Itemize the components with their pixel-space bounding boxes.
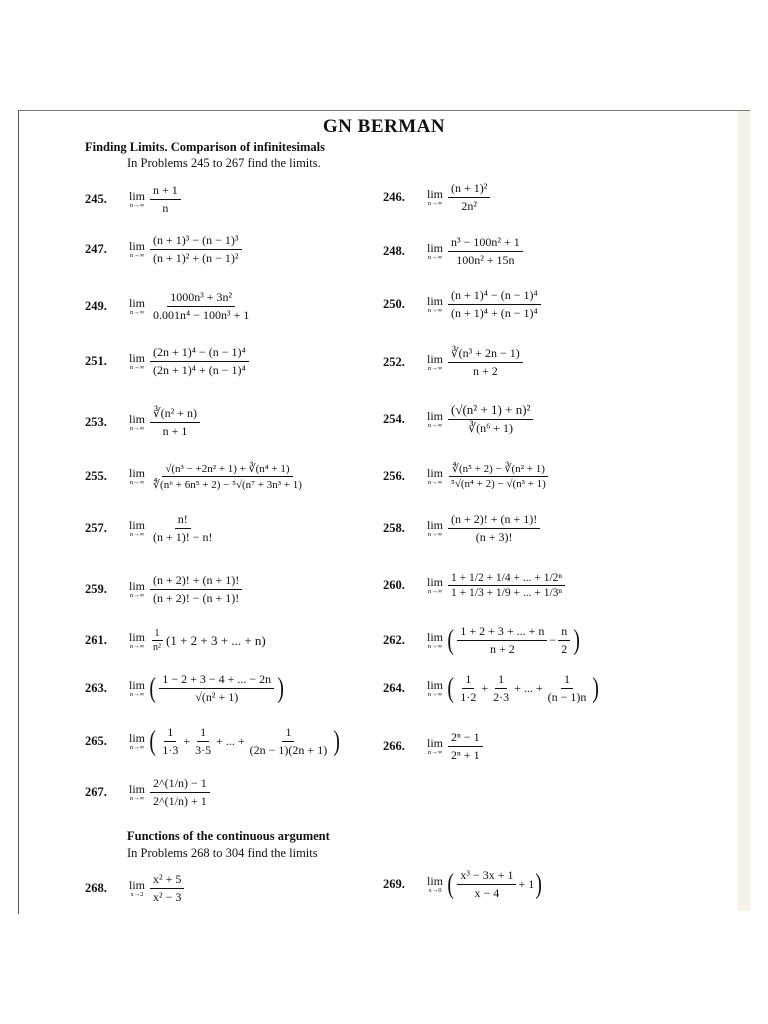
problem-number: 262. bbox=[383, 633, 405, 647]
denominator: 1 + 1/3 + 1/9 + ... + 1/3ⁿ bbox=[451, 587, 563, 599]
denominator: (n + 3)! bbox=[475, 530, 513, 544]
left-paren: ( bbox=[149, 725, 156, 757]
denominator: n bbox=[162, 201, 169, 215]
left-paren: ( bbox=[447, 672, 454, 704]
problem-number: 253. bbox=[85, 415, 107, 429]
denominator: n + 1 bbox=[162, 424, 188, 438]
numerator: x² + 5 bbox=[150, 872, 184, 889]
problem-269 bbox=[383, 868, 544, 901]
lim-word: lim bbox=[129, 731, 146, 745]
numerator: (√(n² + 1) + n)² bbox=[448, 402, 533, 420]
lim-word: lim bbox=[427, 575, 444, 589]
page-top-border bbox=[18, 110, 750, 111]
lim-word: lim bbox=[129, 878, 146, 892]
denominator: 2 bbox=[561, 642, 568, 656]
lim-subscript: n→∞ bbox=[129, 202, 145, 209]
problem-number: 245. bbox=[85, 192, 107, 206]
lim-word: lim bbox=[427, 187, 444, 201]
lim-subscript: n→∞ bbox=[129, 643, 145, 650]
lim-subscript: n→∞ bbox=[427, 200, 443, 207]
lim-subscript: n→∞ bbox=[427, 254, 443, 261]
lim-subscript: n→∞ bbox=[129, 744, 145, 751]
lim-word: lim bbox=[427, 518, 444, 532]
right-paren: ) bbox=[535, 868, 543, 900]
problem-248 bbox=[383, 235, 525, 268]
numerator: n + 1 bbox=[150, 183, 181, 200]
problem-265 bbox=[85, 725, 342, 758]
left-paren: ( bbox=[447, 624, 454, 656]
right-paren: ) bbox=[573, 624, 581, 656]
lim-subscript: n→∞ bbox=[427, 307, 443, 314]
ellipsis: + ... + bbox=[514, 681, 543, 695]
lim-word: lim bbox=[427, 408, 444, 423]
problem-number: 257. bbox=[85, 521, 107, 535]
problem-number: 267. bbox=[85, 785, 107, 799]
left-paren: ( bbox=[149, 672, 156, 704]
plus-one: + 1 bbox=[518, 877, 535, 891]
problem-number: 248. bbox=[383, 244, 405, 258]
problem-251 bbox=[85, 345, 251, 378]
problem-268 bbox=[85, 872, 186, 905]
plus-sign: + bbox=[183, 734, 191, 748]
lim-word: lim bbox=[427, 465, 444, 480]
denominator: ∛(n⁶ + 1) bbox=[468, 421, 514, 435]
problem-264 bbox=[383, 672, 601, 705]
lim-subscript: n→∞ bbox=[129, 592, 145, 599]
problem-number: 251. bbox=[85, 354, 107, 368]
numerator: 1 + 1/2 + 1/4 + ... + 1/2ⁿ bbox=[448, 572, 565, 586]
numerator: ∛(n³ + 2n − 1) bbox=[448, 346, 523, 363]
problem-260 bbox=[383, 572, 567, 599]
problem-250 bbox=[383, 288, 543, 321]
problem-number: 254. bbox=[383, 411, 405, 426]
section-heading-continuous: Functions of the continuous argument bbox=[127, 829, 330, 843]
problem-number: 252. bbox=[383, 355, 405, 369]
problem-261 bbox=[85, 628, 266, 653]
problem-number: 260. bbox=[383, 578, 405, 592]
section-intro-limits: In Problems 245 to 267 find the limits. bbox=[127, 156, 321, 170]
problem-266 bbox=[383, 730, 485, 763]
plus-sign: + bbox=[481, 681, 489, 695]
lim-subscript: x→0 bbox=[428, 887, 442, 894]
numerator: (n + 1)³ − (n − 1)³ bbox=[150, 233, 241, 250]
problem-number: 256. bbox=[383, 468, 405, 483]
numerator: n bbox=[558, 624, 570, 641]
lim-subscript: n→∞ bbox=[129, 364, 145, 371]
lim-subscript: n→∞ bbox=[129, 795, 145, 802]
prefactor-denominator: n² bbox=[153, 642, 162, 653]
page-left-border bbox=[18, 110, 19, 914]
numerator: n! bbox=[175, 512, 191, 529]
right-paren: ) bbox=[333, 725, 341, 757]
problem-number: 263. bbox=[85, 681, 107, 695]
numerator: 1 bbox=[561, 672, 573, 689]
problem-263 bbox=[85, 672, 286, 705]
page-edge-strip bbox=[738, 111, 750, 911]
denominator: 100n² + 15n bbox=[456, 253, 515, 267]
lim-word: lim bbox=[427, 736, 444, 750]
problem-number: 246. bbox=[383, 190, 405, 204]
numerator: 1 − 2 + 3 − 4 + ... − 2n bbox=[159, 672, 274, 689]
problem-259 bbox=[85, 573, 244, 606]
lim-subscript: n→∞ bbox=[427, 421, 443, 429]
denominator: (n + 1)⁴ + (n − 1)⁴ bbox=[451, 306, 538, 320]
lim-subscript: n→∞ bbox=[427, 531, 443, 538]
denominator: (n + 2)! − (n + 1)! bbox=[153, 591, 240, 605]
lim-word: lim bbox=[129, 189, 146, 203]
denominator: 2·3 bbox=[493, 690, 510, 704]
problem-number: 258. bbox=[383, 521, 405, 535]
problem-number: 255. bbox=[85, 469, 107, 483]
problem-number: 264. bbox=[383, 681, 405, 695]
section-intro-continuous: In Problems 268 to 304 find the limits bbox=[127, 846, 318, 860]
denominator: 2n² bbox=[461, 199, 477, 213]
numerator: (n + 2)! + (n + 1)! bbox=[150, 573, 242, 590]
denominator: ∜(n⁶ + 6n⁵ + 2) − ⁵√(n⁷ + 3n³ + 1) bbox=[153, 479, 302, 491]
problem-246 bbox=[383, 181, 492, 214]
problem-249 bbox=[85, 290, 254, 323]
problem-257 bbox=[85, 512, 218, 545]
problem-number: 261. bbox=[85, 633, 107, 647]
lim-subscript: n→∞ bbox=[129, 425, 145, 432]
lim-word: lim bbox=[129, 351, 146, 365]
lim-word: lim bbox=[129, 518, 146, 532]
numerator: ∜(n⁵ + 2) − ∛(n² + 1) bbox=[449, 462, 548, 477]
lim-subscript: n→∞ bbox=[129, 252, 145, 259]
denominator: (2n − 1)(2n + 1) bbox=[249, 743, 328, 757]
problem-267 bbox=[85, 776, 212, 809]
problem-258 bbox=[383, 512, 542, 545]
denominator: √(n² + 1) bbox=[195, 690, 239, 704]
problem-247 bbox=[85, 233, 244, 266]
lim-subscript: n→∞ bbox=[129, 309, 145, 316]
right-paren: ) bbox=[592, 672, 600, 704]
numerator: ∛(n² + n) bbox=[150, 406, 200, 423]
denominator: 0.001n⁴ − 100n³ + 1 bbox=[153, 308, 250, 322]
denominator: ⁵√(n⁴ + 2) − √(n³ + 1) bbox=[451, 478, 546, 490]
denominator: 3·5 bbox=[195, 743, 212, 757]
left-paren: ( bbox=[447, 868, 454, 900]
lim-word: lim bbox=[129, 579, 146, 593]
lim-word: lim bbox=[129, 239, 146, 253]
lim-word: lim bbox=[129, 678, 146, 692]
lim-word: lim bbox=[129, 412, 146, 426]
lim-subscript: n→∞ bbox=[427, 478, 443, 486]
numerator: 1 bbox=[164, 725, 176, 742]
problem-262 bbox=[383, 624, 582, 657]
problem-253 bbox=[85, 406, 202, 439]
lim-word: lim bbox=[427, 678, 444, 692]
numerator: (n + 1)² bbox=[448, 181, 490, 198]
problem-number: 265. bbox=[85, 734, 107, 748]
lim-subscript: n→∞ bbox=[427, 691, 443, 698]
denominator: (n − 1)n bbox=[547, 690, 587, 704]
numerator: (n + 1)⁴ − (n − 1)⁴ bbox=[448, 288, 541, 305]
problem-number: 249. bbox=[85, 299, 107, 313]
lim-word: lim bbox=[129, 782, 146, 796]
lim-subscript: x→2 bbox=[130, 891, 144, 898]
problem-number: 250. bbox=[383, 297, 405, 311]
lim-subscript: n→∞ bbox=[427, 643, 443, 650]
problem-256 bbox=[383, 462, 551, 490]
lim-word: lim bbox=[427, 241, 444, 255]
problem-number: 259. bbox=[85, 582, 107, 596]
right-paren: ) bbox=[277, 672, 285, 704]
lim-word: lim bbox=[427, 874, 444, 888]
section-heading-limits: Finding Limits. Comparison of infinitesimals bbox=[85, 140, 325, 154]
denominator: 2^(1/n) + 1 bbox=[153, 794, 207, 808]
problem-number: 269. bbox=[383, 877, 405, 891]
numerator: 1 bbox=[282, 725, 294, 742]
numerator: n³ − 100n² + 1 bbox=[448, 235, 523, 252]
numerator: 2ⁿ − 1 bbox=[448, 730, 483, 747]
numerator: 2^(1/n) − 1 bbox=[150, 776, 210, 793]
lim-subscript: n→∞ bbox=[129, 479, 145, 486]
numerator: 1 bbox=[462, 672, 474, 689]
lim-subscript: n→∞ bbox=[427, 749, 443, 756]
problem-number: 266. bbox=[383, 739, 405, 753]
lim-subscript: n→∞ bbox=[427, 365, 443, 372]
lim-subscript: n→∞ bbox=[427, 588, 443, 595]
problem-255 bbox=[85, 462, 307, 491]
numerator: (n + 2)! + (n + 1)! bbox=[448, 512, 540, 529]
numerator: √(n³ − +2n² + 1) + ∛(n⁴ + 1) bbox=[162, 462, 292, 477]
page-title: GN BERMAN bbox=[322, 116, 446, 137]
lim-subscript: n→∞ bbox=[129, 691, 145, 698]
numerator: 1 + 2 + 3 + ... + n bbox=[457, 624, 547, 641]
minus-sign: − bbox=[549, 633, 557, 647]
denominator: x² − 3 bbox=[153, 890, 182, 904]
denominator: (n + 1)! − n! bbox=[153, 530, 213, 544]
problem-254 bbox=[383, 402, 535, 436]
problem-245 bbox=[85, 183, 183, 216]
denominator: 1·2 bbox=[460, 690, 477, 704]
denominator: (n + 1)² + (n − 1)² bbox=[153, 251, 239, 265]
numerator: 1 bbox=[495, 672, 507, 689]
prefactor-numerator: 1 bbox=[152, 628, 163, 641]
denominator: 2ⁿ + 1 bbox=[451, 748, 480, 762]
lim-word: lim bbox=[129, 466, 146, 480]
denominator: n + 2 bbox=[473, 364, 498, 378]
lim-word: lim bbox=[129, 630, 146, 644]
lim-word: lim bbox=[427, 294, 444, 308]
lim-word: lim bbox=[129, 296, 146, 310]
numerator: 1 bbox=[197, 725, 209, 742]
numerator: x³ − 3x + 1 bbox=[457, 868, 516, 885]
numerator: (2n + 1)⁴ − (n − 1)⁴ bbox=[150, 345, 249, 362]
lim-subscript: n→∞ bbox=[129, 531, 145, 538]
ellipsis: + ... + bbox=[216, 734, 245, 748]
problem-252 bbox=[383, 346, 525, 379]
lim-word: lim bbox=[427, 630, 444, 644]
denominator: (2n + 1)⁴ + (n − 1)⁴ bbox=[153, 363, 246, 377]
denominator: x − 4 bbox=[474, 886, 500, 900]
denominator: n + 2 bbox=[489, 642, 515, 656]
denominator: 1·3 bbox=[162, 743, 179, 757]
lim-word: lim bbox=[427, 352, 444, 366]
numerator: 1000n³ + 3n² bbox=[167, 290, 235, 307]
problem-number: 268. bbox=[85, 881, 107, 895]
problem-number: 247. bbox=[85, 242, 107, 256]
sum-expression: (1 + 2 + 3 + ... + n) bbox=[166, 632, 266, 648]
